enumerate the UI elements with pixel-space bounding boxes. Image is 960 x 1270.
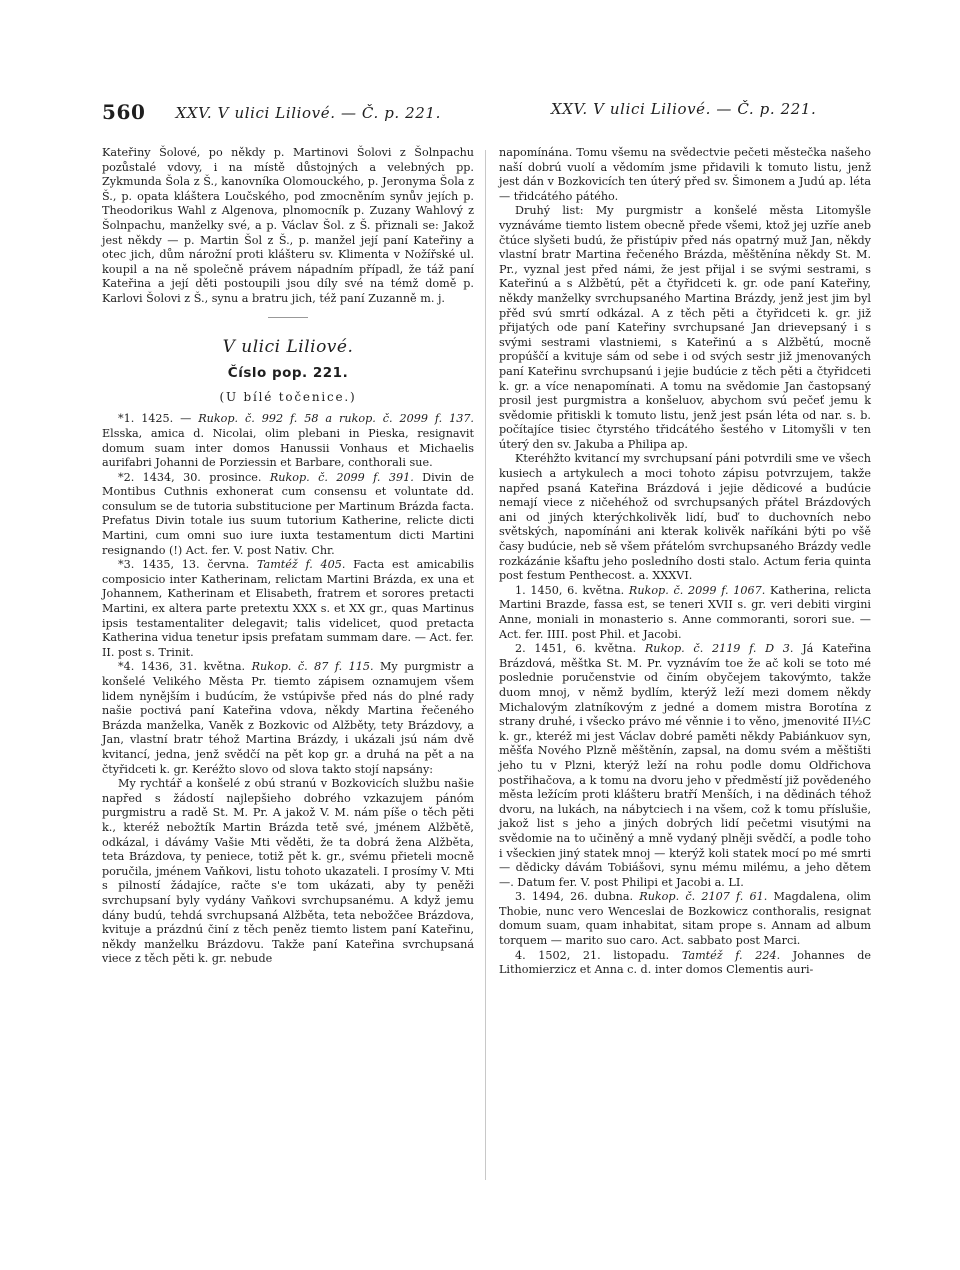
letter-continuation: napomínána. Tomu všemu na svědectvie pečeti městečka našeho naší dobrú vuolí a vědomím jsme přidavili k tomuto listu, jenž jest dán v Bozkovicích ten úterý před sv. Šimonem a Judú ap. léta — třidcátého pátého. <box>499 146 871 203</box>
entry-1-text: Elsska, amica d. Nicolai, olim plebani in Pieska, resignavit domum suam inter domos Hanussii Vonhaus et Michaelis aurifabri Johanni de Porziessin et Barbare, conthorali sue. <box>102 426 474 470</box>
entry-3-label: *3. 1435, 13. června. <box>118 558 257 572</box>
intro-paragraph: Kateřiny Šolové, po někdy p. Martinovi Šolovi z Šolnpachu pozůstalé vdovy, i na místě důstojných a velebných pp. Zykmunda Šola z Š., kanovníka Olomouckého, p. Jeronyma Šola z Š., p. opata kláštera Loučského, pod zmocněním synův jejích p. Theodorikus Wahl z Algenova, plnomocník p. Zuzany Wahlový z Šolnpachu, manželky své, a p. Václav Šol. z Š. přiznali se: Jakož jest někdy — p. Martin Šol z Š., p. manžel její paní Kateřiny a otec jich, dům nárožní proti klášteru sv. Klimenta v Nožířské ul. koupil a na ně společně právem nápadním případl, že táž paní Kateřina a její děti postoupili jsou díly své na témž domě p. Karlovi Šolovi z Š., synu a bratru jich, též paní Zuzanně m. j. <box>102 146 474 305</box>
entry-r4-text: Johannes de Lithomierzicz et Anna c. d. inter domos Clementis auri- <box>499 948 871 977</box>
page-header-right <box>551 100 816 118</box>
entry-1-ref: Rukop. č. 992 f. 58 a rukop. č. 2099 f. 137. <box>198 412 474 426</box>
entry-2-label: *2. 1434, 30. prosince. <box>118 470 270 484</box>
running-title-left: XXV. V ulici Liliové. — Č. p. 221. <box>175 104 441 122</box>
section-ornament <box>268 317 308 318</box>
street-heading: V ulici Liliové. <box>222 336 354 357</box>
entry-3 <box>102 558 474 660</box>
house-number-heading: Číslo pop. 221. <box>227 365 349 382</box>
entry-r2-label: 2. 1451, 6. května. <box>515 642 645 656</box>
entry-r1-label: 1. 1450, 6. května. <box>515 583 629 597</box>
entry-3-text: Facta est amicabilis composicio inter Katherinam, relictam Martini Brázda, ex una et Johannem, Katherinam et Elisabeth, fratrem et sorores pretacti Martini, ex altera parte pretextu XXX s. et XX gr., quas Martinus ipsis testamentaliter delegavit; talis videlicet, quod pretacta Katherina vidua tenetur ipsis prefatam summam dare. — Act. fer. II. post s. Trinit. <box>102 558 475 659</box>
entry-r4 <box>499 949 871 978</box>
entry-r3 <box>499 890 871 948</box>
entry-4 <box>102 660 474 777</box>
second-letter: Druhý list: My purgmistr a konšelé města Litomyšle vyznáváme tiemto listem obecně přede všemi, ktož jej uzříe aneb čtúce slyšeti budú, že přistúpiv před nás opatrný muž Jan, někdy vlastní bratr Martina řečeného Brázda, měštěnína někdy St. M. Pr., vyznal jest před námi, že jest přijal i se svými sestrami, s Kateřinú a s Alžbětú, pět a čtyřidceti k. gr. ode paní Kateřiny, někdy manželky svrchupsaného Martina Brázdy, jenž jest jim byl přěd svú smrtí odkázal. A z těch pěti a čtyřidceti k. gr. již přijatých ode paní Kateřiny svrchupsané Jan drievepsaný i s svými sestrami vlastniemi, s Kateřinú a s Alžbětú, mocně propúščí a kvituje sám od sebe i od svých sestr již jmenovaných paní Kateřinu svrchupsanú i jejie budúcie z těch pěti a čtyřidceti k. gr. a více nenapomínati. A tomu na svědomie Jan častopsaný prosil jest purgmistra a konšeluov, abychom svú pečeť jemu k svědomie přitiskli k tomuto listu, jenž jest psán léta od nar. s. b. počítajíce tisiec čtyrstého třidcátého šestého v Litomyšli v ten úterý den sv. Jakuba a Philipa ap. <box>499 204 871 451</box>
entry-r1-ref: Rukop. č. 2099 f. 1067. <box>628 583 766 597</box>
entry-4-ref: Rukop. č. 87 f. 115. <box>251 660 374 674</box>
entry-r4-ref: Tamtéž f. 224. <box>681 948 781 962</box>
running-title-right: XXV. V ulici Liliové. — Č. p. 221. <box>551 100 817 118</box>
entry-r4-label: 4. 1502, 21. listopadu. <box>515 948 682 962</box>
entry-2-text: Divin de Montibus Cuthnis exhonerat cum consensu et voluntate dd. consulum se de tutoria substitucione per Martinum Brázda facta. Prefatus Divin totale ius suum tutorium Katherine, relicte dicti Martini, cum omni suo iure iuxta testamentum dicti Martini resignando (!) Act. fer. V. post Nativ. Chr. <box>102 470 474 557</box>
entry-r1-text: Katherina, relicta Martini Brazde, fassa est, se teneri XVII s. gr. veri debiti virgini Anne, moniali in monasterio s. Anne commoranti, sorori sue. — Act. fer. IIII. post Phil. et Jacobi. <box>499 583 871 641</box>
entry-4-text: My purgmistr a konšelé Velikého Města Pr. tiemto zápisem oznamujem všem lidem nynějším i budúcím, že vstúpivše před nás do plné rady našie poctivá paní Kateřina vdova, někdy Martina řečeného Brázda manželka, Vaněk z Bozkovic od Alžběty, tety Brázdovy, a Jan, vlastní bratr téhož Martina Brázdy, i ukázali jsú nám dvě kvitancí, jedna, jenž svědčí na pět kop gr. a druhá na pět a na čtyřidceti k. gr. Keréžto slovo od slova takto stojí napsány: <box>102 660 474 776</box>
entry-r1 <box>499 584 871 642</box>
entry-r3-ref: Rukop. č. 2107 f. 61. <box>639 890 768 904</box>
entry-2-ref: Rukop. č. 2099 f. 391. <box>269 470 414 484</box>
entry-r2 <box>499 642 871 890</box>
house-sign-heading: (U bílé točenice.) <box>219 389 357 404</box>
acceptance-paragraph: Kteréhžto kvitancí my svrchupsaní páni potvrdili sme ve všech kusiech a artykulech a moci tohoto zápisu potvrzujem, takže napřed psaná Kateřina Brázdová i jejie dědicové a budúcie nemají viece z ničehéhož od svrchupsaných přátel Brázdových ani od jiných kterýchkolivěk lidí, buď to duchovních nebo světských, napomínáni ani kterak kolivěk naříkáni býti po všě časy budúcie, neb sě všem přátelóm svrchupsaného Brázdy vedle rozkázánie kšaftu jeho posledního dosti stalo. Actum feria quinta post festum Penthecost. a. XXXVI. <box>499 452 871 583</box>
page-number: 560 <box>102 100 146 124</box>
entry-1 <box>102 412 474 470</box>
entry-r2-text: Já Kateřina Brázdová, měštka St. M. Pr. vyznávím toe že ač koli se toto mé poslednie poručenstvie od činím obyčejem takovýmto, takže duom mnoj, v němž bydlím, kterýž leží mezi domem někdy Michalovým zlatníkovým z jedné a domem mistra Borotína z strany druhé, i všecko právo mé věnnie i to věno, jmenovité II½C k. gr., kteréž mi jest Václav dobré paměti někdy Pabiánkuov syn, měšťa Nového Plzně měštěnín, zapsal, na domu svém a měštišti jeho tu v Plzni, kterýž leží na rohu podle domu Oldřichova postřihačova, a k tomu na dvoru jeho v předměstí již povědeného města ležícím proti klášteru bratří Menších, i na dědinách téhož dvoru, na lukách, na nábytciech i na všem, což k tomu příslušie, jakož list s jeho a jiných dobrých lidí pečetmi visutými na svědomie na to učiněný a mně vydaný plněji svědčí, a podle toho i všeckien jiný statek mnoj — kterýž koli statek mocí po mé smrti — dědicky dávám Tobiášovi, synu mému milému, a jeho dětem —. Datum fer. V. post Philipi et Jacobi a. LI. <box>499 642 871 889</box>
entry-r3-text: Magdalena, olim Thobie, nunc vero Wenceslai de Bozkowicz conthoralis, resignat domum suam, quam inhabitat, sitam prope s. Annam ad album torquem — marito suo caro. Act. sabbato post Marci. <box>499 890 871 948</box>
entry-3-ref: Tamtéž f. 405. <box>256 558 346 572</box>
entry-4-label: *4. 1436, 31. května. <box>118 660 252 674</box>
entry-2 <box>102 471 474 559</box>
page-header-left <box>102 100 441 124</box>
entry-1-label: *1. 1425. — <box>118 412 199 426</box>
entry-r3-label: 3. 1494, 26. dubna. <box>515 890 640 904</box>
quoted-letter: My rychtář a konšelé z obú stranú v Bozkovicích službu našie napřed s žádostí najlepšieho dobrého vzkazujem pánóm purgmistru a radě St. M. Pr. A jakož V. M. nám píše o těch pěti k., kteréž nebožtík Martin Brázda tetě své, jménem Alžbětě, odkázal, i dávámy Vašie Mti věděti, že ta dobrá žena Alžběta, teta Brázdova, ty peniece, totiž pět k. gr., svému přieteli mocně poručila, jménem Vaňkovi, listu tohoto ukazateli. I prosímy V. Mti s pilností žádajíce, račte s'e tom ukázati, aby ty peněži svrchupsaní byly vydány Vaňkovi svrchupsanému. A když jemu dány budú, tehdá svrchupsaná Alžběta, teta nebožčee Brázdova, kvituje a prázdnú činí z těch peněz tiemto listem paní Kateřinu, někdy manželku Brázdovu. Takže paní Kateřina svrchupsaná viece z těch pěti k. gr. nebude <box>102 777 474 966</box>
column-divider <box>485 150 486 1180</box>
right-column <box>499 146 871 978</box>
left-column <box>102 146 474 967</box>
entry-r2-ref: Rukop. č. 2119 f. D 3. <box>644 642 794 656</box>
